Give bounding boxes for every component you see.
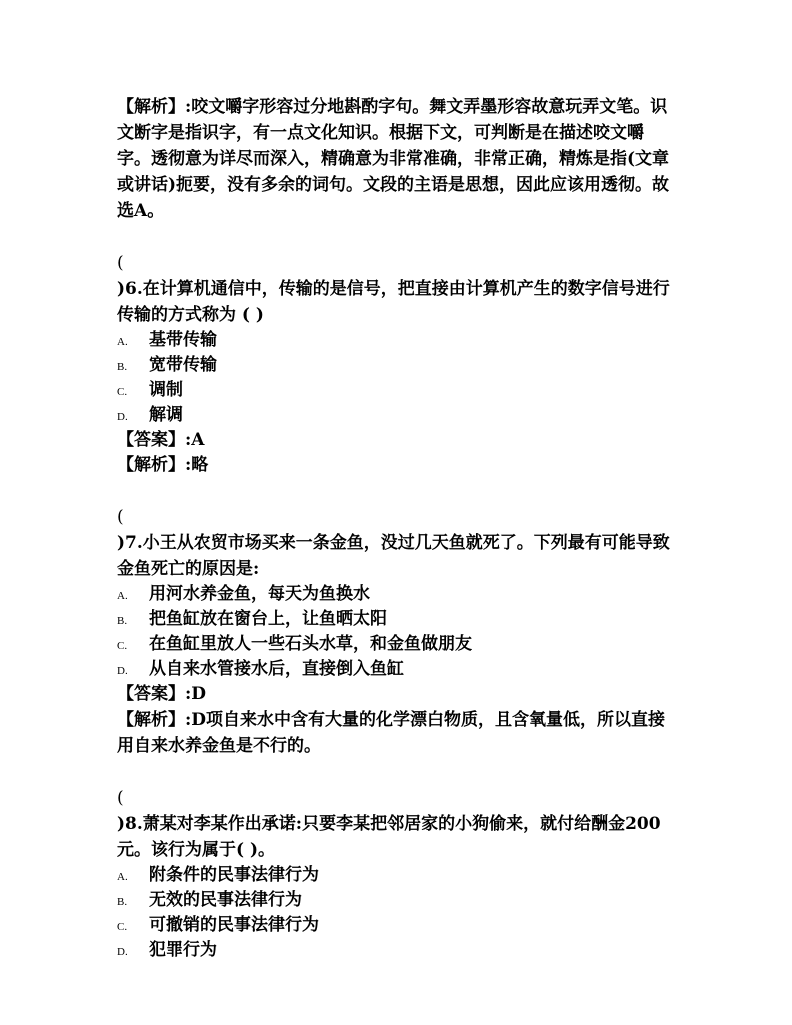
option-letter: A. (117, 871, 128, 883)
option-b[interactable] (117, 888, 677, 913)
answer-line: 【答案】:A (117, 430, 205, 450)
option-d[interactable] (117, 403, 677, 428)
option-a[interactable] (117, 582, 677, 607)
question-stem: )8.萧某对李某作出承诺:只要李某把邻居家的小狗偷来，就付给酬金200元。该行为属于( )。 (117, 814, 661, 860)
option-letter: D. (117, 411, 128, 423)
option-letter: A. (117, 336, 128, 348)
option-letter: B. (117, 361, 128, 373)
analysis-line: 【解析】:略 (117, 455, 209, 475)
question-8 (117, 785, 677, 963)
option-text: 调制 (149, 380, 183, 400)
spacer (117, 478, 677, 504)
option-text: 附条件的民事法律行为 (149, 865, 319, 885)
answer-blank-paren: ( (117, 253, 124, 273)
spacer (117, 759, 677, 785)
option-a[interactable] (117, 328, 677, 353)
option-d[interactable] (117, 657, 677, 682)
option-d[interactable] (117, 938, 677, 963)
option-text: 把鱼缸放在窗台上，让鱼晒太阳 (149, 609, 387, 629)
option-letter: C. (117, 386, 128, 398)
question-7 (117, 504, 677, 759)
question-stem: )7.小王从农贸市场买来一条金鱼，没过几天鱼就死了。下列最有可能导致金鱼死亡的原因是: (117, 533, 670, 579)
spacer (117, 224, 677, 250)
option-letter: B. (117, 896, 128, 908)
option-c[interactable] (117, 632, 677, 657)
option-text: 宽带传输 (149, 355, 217, 375)
option-list (117, 328, 677, 428)
option-text: 犯罪行为 (149, 940, 217, 960)
option-letter: D. (117, 946, 128, 958)
question-stem: )6.在计算机通信中，传输的是信号，把直接由计算机产生的数字信号进行传输的方式称为 ( ) (117, 279, 670, 325)
option-text: 在鱼缸里放人一些石头水草，和金鱼做朋友 (149, 634, 472, 654)
answer-line: 【答案】:D (117, 684, 207, 704)
option-b[interactable] (117, 353, 677, 378)
option-letter: D. (117, 665, 128, 677)
option-text: 无效的民事法律行为 (149, 890, 302, 910)
analysis-line: 【解析】:D项自来水中含有大量的化学漂白物质，且含氧量低，所以直接用自来水养金鱼是不行的。 (117, 710, 666, 756)
question-6 (117, 250, 677, 478)
answer-blank-paren: ( (117, 507, 124, 527)
option-text: 从自来水管接水后，直接倒入鱼缸 (149, 659, 404, 679)
answer-blank-paren: ( (117, 788, 124, 808)
option-text: 可撤销的民事法律行为 (149, 915, 319, 935)
option-c[interactable] (117, 378, 677, 403)
option-letter: B. (117, 615, 128, 627)
option-c[interactable] (117, 913, 677, 938)
option-a[interactable] (117, 863, 677, 888)
option-letter: C. (117, 921, 128, 933)
option-list (117, 863, 677, 963)
option-text: 基带传输 (149, 330, 217, 350)
option-text: 解调 (149, 405, 183, 425)
document-page (117, 94, 677, 963)
option-letter: C. (117, 640, 128, 652)
option-text: 用河水养金鱼，每天为鱼换水 (149, 584, 370, 604)
analysis-prev-question: 【解析】:咬文嚼字形容过分地斟酌字句。舞文弄墨形容故意玩弄文笔。识文断字是指识字，有一点文化知识。根据下文，可判断是在描述咬文嚼字。透彻意为详尽而深入，精确意为非常准确，非常正确，精炼是指(文章或讲话)扼要，没有多余的词句。文段的主语是思想，因此应该用透彻。故选A。 (117, 97, 670, 221)
option-b[interactable] (117, 607, 677, 632)
option-list (117, 582, 677, 682)
option-letter: A. (117, 590, 128, 602)
